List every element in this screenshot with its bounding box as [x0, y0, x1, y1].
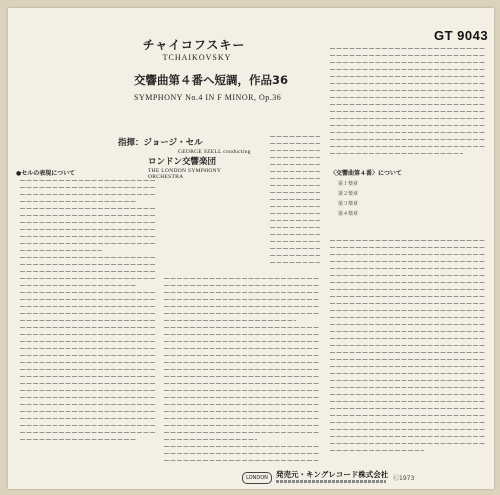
work-title-en: SYMPHONY No.4 IN F MINOR, Op.36: [134, 93, 282, 102]
movement-item: 第１楽章: [338, 181, 359, 187]
left-column-text: [20, 180, 156, 460]
copyright-notice: Ⓒ1973: [393, 475, 415, 482]
movement-item: 第３楽章: [338, 201, 359, 207]
work-title-ja: 交響曲第４番へ短調，作品36: [134, 73, 289, 87]
catalog-number: GT 9043: [434, 28, 489, 43]
movement-list: [338, 180, 488, 236]
movement-item: 第４楽章: [338, 211, 359, 217]
movement-item: 第２楽章: [338, 191, 359, 197]
left-section-heading: ●セルの表現について: [16, 170, 76, 177]
right-column-text: [330, 240, 486, 462]
conductor-name-ja: ジョージ・セル: [143, 138, 203, 148]
right-column-intro-text: [330, 48, 486, 168]
conductor-name-en: GEORGE SZELL conducting: [178, 149, 251, 155]
middle-column-text: [164, 278, 319, 468]
record-label-logo: LONDON: [242, 472, 272, 484]
publisher-fine-print: [276, 480, 386, 483]
liner-notes-sheet: [8, 8, 494, 489]
composer-name-en: TCHAIKOVSKY: [162, 53, 232, 62]
right-section-heading: 〈交響曲第４番〉について: [330, 170, 402, 177]
composer-name-ja: チャイコフスキー: [142, 38, 246, 52]
title-block: [112, 36, 322, 102]
publisher-name: 発売元・キングレコード株式会社: [276, 470, 389, 479]
middle-upper-text: [270, 136, 320, 276]
performer-credits: [118, 136, 258, 180]
conductor-label: 指揮：: [118, 138, 144, 148]
orchestra-name-en: THE LONDON SYMPHONY ORCHESTRA: [148, 168, 222, 180]
orchestra-name-ja: ロンドン交響楽団: [148, 157, 217, 167]
